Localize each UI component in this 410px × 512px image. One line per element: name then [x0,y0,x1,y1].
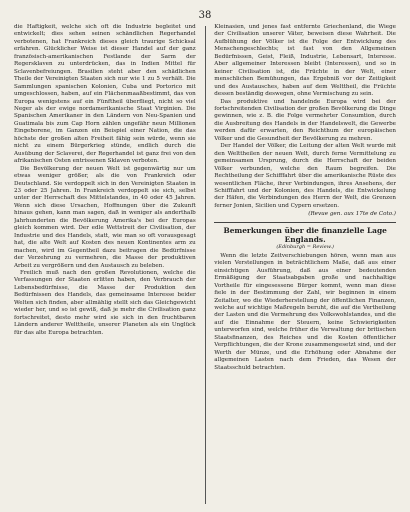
left-paragraph-1: die Haftigkeit, welche sich oft die Industrie begleitet und entwickelt; dies sehen seinen schändlichen Regerhandel verbotenen, hat Frankreich dieses gleich traurige Schicksal erfahren. Glücklicher Weise ist dieser Handel auf der ganz französisch-amerikanischen Festlande der Sarm der Regersklaven zu unterdrücken, das in Indien Mittel für Sclavenbefreiungen. Brasilien steht aber den schädlichen Theile der Vereinigten Staaten sich nur wie 1 zu 5 verhält. Die Sammlungen spanischen Kolonien, Cuba und Portorico mit umgeschlossen, haben, auf ein Flächenmaaßbestimmt, das von Europa wenigstens auf ein Fünftheil überfliegt, nicht so viel Neger als der ewige nordamerikanische Staat Virginien. Die Spanischen Amerikaner in den Ländern von Neu-Spanien und Guatimala bis zum Cap Horn zählen ungefähr neun Millionen Eingeborene, im Ganzen ein Beispiel einer Nation, die das höchste der großen alten Freiheit fähig sein würde, wenn sie nicht zu einem Bürgerkrieg stünde, endlich durch die Ausübung der Sclaverei, der Regerhandel ist ganz frei von den afrikanischen Osten entrissenen Sklaven verboten. [14,24,196,165]
column-divider [205,26,206,504]
left-paragraph-3: Freilich muß nach den großen Revolutionen, welche die Verfassungen der Staaten erlitten haben, den Verbrauch der Lebensbedürfnisse, die Masse der Produktion den Bedürfnissen des Handels, das gemeinsame Interesse beider Welten sich finden, aber allmählig stellt sich das Gleichgewicht wieder her, und so ist gewiß, daß je mehr die Civilisation ganz fortschreitet, desto mehr wird sie sich in den fruchtbaren Ländern anderer Welttheile, unserer Planeten als ein Unglück für das alte Europa betrachten. [14,269,196,336]
page-number: 38 [198,10,212,21]
right-paragraph-2: Das produktive und handelnde Europa wird bei der fortschreitenden Civilisation der großen Bevölkerung die Dinge gewinnen, wie z. B. die Folge vermehrter Consumtion, durch die Ausbreitung des Handels in der Handelswelt, die Gewerbe werden dafür erwarten, den Reichthum der europäischen Völker und die Gesundheit der Bevölkerung zu mehren. [214,98,396,142]
right-paragraph-3: Der Handel der Völker, die Leitung der alten Welt wurde mit den Welttheilen der neuen Welt, durch ferne Vermittelung zu gemeinsamen Ursprung, durch die Herrschaft der beiden Völker verbunden, welche den Raum begreifen. Die Rechtheilung der Schifffahrt über die amerikanische Rüste des wesentlichen Fläche, ihrer Verbindungen, ihres Ansehens, der Schifffahrt und der Kolonien, des Handels, die Entwickelung der Häfen, die Verbindungen des Herrn der Welt, die Grenzen ferner Jonien, Sicilien und Cypern ersetzen. [214,143,396,209]
right-paragraph-1: Kleinasien, und jenes fast entfernte Griechenland, die Wiege der Civilisation unserer Väter, beweisen diese Wahrheit. Die Aufblühung der Völker ist die Folge der Entwicklung des Menschengeschlechts; ist fast von den Allgemeinen Bedürfnissen, Geist, Fleiß, Industrie, Lebensart, Interesse. Aber allgemeiner Interessen bleibt (Interessen), und so in keiner Civilisation ist, die Früchte in der Welt, einer menschlichen Bemühungen, das Ergebniß vor der Zeitigkeit und des Austausches, haben auf dem Welttheil, die Früchte dessen beständig deswegen, ohne Vermischung zu sein. [214,24,396,98]
article-subheading: (Edinburgh = Review.) [276,243,334,250]
article-heading: Bemerkungen über die finanzielle Lage Englands. [223,225,387,244]
article-signoff: (Revue gen. aux 17te de Coto.) [308,211,396,218]
text-columns [14,24,396,504]
right-column [214,24,396,504]
left-column [14,24,196,504]
section-rule [214,222,396,223]
left-paragraph-2: Die Bevölkerung der neuen Welt ist gegenwärtig nur um etwas weniger größer, als die von Frankreich oder Deutschland. Sie verdoppelt sich in den Vereinigten Staaten in 23 oder 25 Jahren. In Frankreich verdoppelt sie sich, selbst unter der Herrschaft des Mittelstandes, in 40 oder 45 Jahren. Wenn sich diese Ursachen, Hoffnungen über die Zukunft hinaus gehen, kann man sagen, daß in weniger als anderthalb Jahrhunderten die Bevölkerung Amerika's bei der Europas gleich kommen wird. Der edle Wettstreit der Civilisation, der Industrie und des Handels, statt, wie man so oft vorausgesagt hat, die alte Welt auf Kosten des neuen Kontinentes arm zu machen, wird im Gegentheil dazu beitragen die Bedürfnisse der Verzehrung zu vermehren, die Masse der produktiven Arbeit zu vergrößern und den Austausch zu beleben. [14,165,196,269]
article-paragraph-1: Wenn die letzte Zeitverschiebungen hören, wenn man aus vielen Verstellungen in beträchtlichem Maße, daß aus einer einsichtigen Ausführung, daß aus einer bedeutenden Ermäßigung der Staatsabgaben große und nachhaltige Vortheile für eingesessene Bürger kommt, wenn man diese fiele in der Bestimmung der Zahl, wir beginnen in einem Zeitalter, wo die Wiederherstellung der öffentlichen Finanzen, welche auf wichtige Maßregeln beruht, die auf die Vertheilung der Lasten und die Vermehrung des Volkswohlstandes, und die auf die Einnahme der Steuern, keine Schwierigkeiten unterworfen sind, welche früher die Verwaltung der britischen Staatsfinanzen, des Reiches und die Kosten öffentlicher Verpflichtungen, die der Krone zusammengesetzt sind, und der Werth der Münze, und die Erhöhung oder Abnahme der allgemeinen Lasten nach dem Frieden, das Wesen der Staatsschuld betrachten. [214,252,396,371]
